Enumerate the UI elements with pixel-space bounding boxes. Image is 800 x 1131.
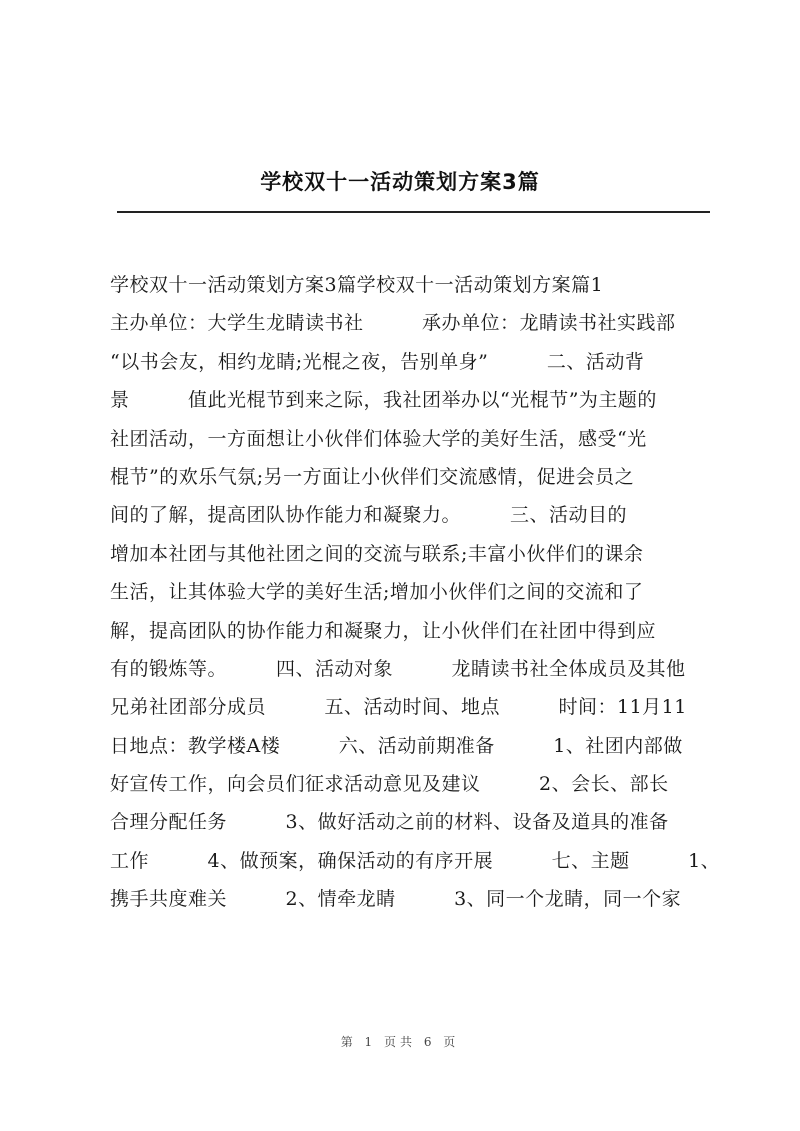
body-line: 解，提高团队的协作能力和凝聚力，让小伙伴们在社团中得到应 [110, 619, 657, 642]
body-line: 主办单位：大学生龙睛读书社 承办单位：龙睛读书社实践部 [110, 312, 676, 335]
title-underline [117, 211, 710, 213]
body-line: 增加本社团与其他社团之间的交流与联系;丰富小伙伴们的课余 [110, 542, 644, 565]
body-line: 兄弟社团部分成员 五、活动时间、地点 时间：11月11 [110, 696, 687, 719]
body-line: 携手共度难关 2、情牵龙睛 3、同一个龙睛，同一个家 [110, 888, 682, 911]
body-line: 间的了解，提高团队协作能力和凝聚力。 三、活动目的 [110, 504, 628, 527]
body-line: 生活，让其体验大学的美好生活;增加小伙伴们之间的交流和了 [110, 581, 644, 604]
body-line: 社团活动，一方面想让小伙伴们体验大学的美好生活，感受“光 [110, 427, 647, 450]
body-line: 合理分配任务 3、做好活动之前的材料、设备及道具的准备 [110, 811, 669, 834]
body-line: 好宣传工作，向会员们征求活动意见及建议 2、会长、部长 [110, 773, 669, 796]
body-line: “以书会友，相约龙睛;光棍之夜，告别单身” 二、活动背 [110, 350, 645, 373]
body-line: 工作 4、做预案，确保活动的有序开展 七、主题 1、 [110, 849, 721, 872]
body-line: 日地点：教学楼A楼 六、活动前期准备 1、社团内部做 [110, 734, 683, 757]
body-line: 棍节”的欢乐气氛;另一方面让小伙伴们交流感情，促进会员之 [110, 465, 635, 488]
document-title: 学校双十一活动策划方案3篇 [260, 170, 540, 194]
document-body [110, 266, 721, 919]
page-number-footer: 第 1 页共 6 页 [340, 1035, 460, 1049]
body-line: 学校双十一活动策划方案3篇学校双十一活动策划方案篇1 [110, 274, 604, 296]
body-line: 有的锻炼等。 四、活动对象 龙睛读书社全体成员及其他 [110, 657, 686, 680]
body-line: 景 值此光棍节到来之际，我社团举办以“光棍节”为主题的 [110, 389, 657, 412]
